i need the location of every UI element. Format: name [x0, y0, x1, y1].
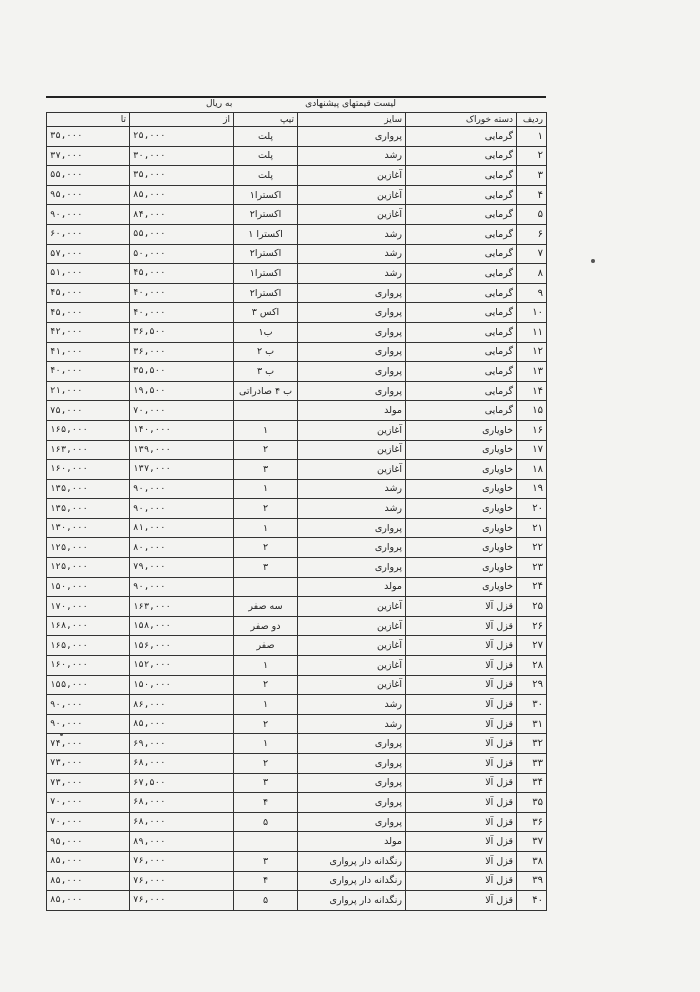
table-row [47, 675, 547, 695]
category-cell: خاویاری [406, 499, 517, 519]
price-from-cell: ۷۶,۰۰۰ [130, 851, 234, 871]
type-cell: صفر [234, 636, 298, 656]
table-row [47, 871, 547, 891]
type-cell: ۱ [234, 656, 298, 676]
table-row [47, 224, 547, 244]
price-from-cell: ۴۰,۰۰۰ [130, 283, 234, 303]
type-cell: ۱ [234, 518, 298, 538]
type-cell: اکسترا۲ [234, 283, 298, 303]
price-table [46, 112, 547, 911]
row-number-cell: ۲۶ [517, 616, 547, 636]
price-to-cell: ۷۳,۰۰۰ [47, 773, 130, 793]
table-row [47, 891, 547, 911]
size-cell: پرواری [298, 303, 406, 323]
row-number-cell: ۱۰ [517, 303, 547, 323]
category-cell: گرمایی [406, 381, 517, 401]
category-cell: گرمایی [406, 401, 517, 421]
type-cell: ۲ [234, 754, 298, 774]
row-number-cell: ۳۳ [517, 754, 547, 774]
price-from-cell: ۶۸,۰۰۰ [130, 754, 234, 774]
price-to-cell: ۴۵,۰۰۰ [47, 283, 130, 303]
price-from-cell: ۳۶,۰۰۰ [130, 342, 234, 362]
type-cell: ۱ [234, 734, 298, 754]
table-row [47, 714, 547, 734]
table-row [47, 401, 547, 421]
price-to-cell: ۱۶۰,۰۰۰ [47, 460, 130, 480]
row-number-cell: ۱۸ [517, 460, 547, 480]
price-from-cell: ۷۶,۰۰۰ [130, 871, 234, 891]
row-number-cell: ۳۴ [517, 773, 547, 793]
row-number-cell: ۲۸ [517, 656, 547, 676]
row-number-cell: ۳۷ [517, 832, 547, 852]
table-row [47, 754, 547, 774]
price-to-cell: ۹۰,۰۰۰ [47, 205, 130, 225]
table-row [47, 479, 547, 499]
category-cell: قزل آلا [406, 793, 517, 813]
table-row [47, 832, 547, 852]
price-to-cell: ۶۰,۰۰۰ [47, 224, 130, 244]
type-cell [234, 832, 298, 852]
row-number-cell: ۳۱ [517, 714, 547, 734]
category-cell: گرمایی [406, 185, 517, 205]
row-number-cell: ۱۶ [517, 420, 547, 440]
price-to-cell: ۷۴,۰۰۰ [47, 734, 130, 754]
table-row [47, 244, 547, 264]
price-from-cell: ۳۰,۰۰۰ [130, 146, 234, 166]
type-cell: ۱ [234, 420, 298, 440]
price-to-cell: ۱۳۵,۰۰۰ [47, 479, 130, 499]
category-cell: گرمایی [406, 322, 517, 342]
scan-speck [591, 259, 595, 263]
price-to-cell: ۱۶۸,۰۰۰ [47, 616, 130, 636]
price-from-cell: ۶۸,۰۰۰ [130, 812, 234, 832]
category-cell: گرمایی [406, 146, 517, 166]
price-from-cell: ۱۶۳,۰۰۰ [130, 597, 234, 617]
category-cell: گرمایی [406, 224, 517, 244]
size-cell: رشد [298, 146, 406, 166]
price-to-cell: ۱۶۰,۰۰۰ [47, 656, 130, 676]
category-cell: گرمایی [406, 244, 517, 264]
table-row [47, 185, 547, 205]
table-row [47, 538, 547, 558]
type-cell: ۱ [234, 695, 298, 715]
category-cell: قزل آلا [406, 636, 517, 656]
table-row [47, 166, 547, 186]
price-from-cell: ۹۰,۰۰۰ [130, 479, 234, 499]
col-type-header: تیپ [234, 113, 298, 127]
table-row [47, 381, 547, 401]
row-number-cell: ۳۸ [517, 851, 547, 871]
row-number-cell: ۲۵ [517, 597, 547, 617]
price-to-cell: ۱۲۵,۰۰۰ [47, 558, 130, 578]
table-row [47, 499, 547, 519]
type-cell: اکسترا۱ [234, 264, 298, 284]
size-cell: مولد [298, 577, 406, 597]
col-size-header: سایز [298, 113, 406, 127]
price-from-cell: ۱۵۲,۰۰۰ [130, 656, 234, 676]
row-number-cell: ۱۷ [517, 440, 547, 460]
table-row [47, 362, 547, 382]
row-number-cell: ۴ [517, 185, 547, 205]
size-cell: رشد [298, 499, 406, 519]
row-number-cell: ۶ [517, 224, 547, 244]
price-from-cell: ۱۳۷,۰۰۰ [130, 460, 234, 480]
price-to-cell: ۷۰,۰۰۰ [47, 793, 130, 813]
table-row [47, 656, 547, 676]
table-row [47, 793, 547, 813]
type-cell: اکسترا۲ [234, 244, 298, 264]
price-to-cell: ۹۵,۰۰۰ [47, 832, 130, 852]
size-cell: آغازین [298, 597, 406, 617]
table-row [47, 773, 547, 793]
size-cell: آغازین [298, 636, 406, 656]
row-number-cell: ۲۷ [517, 636, 547, 656]
table-row [47, 558, 547, 578]
row-number-cell: ۹ [517, 283, 547, 303]
col-to-header: تا [47, 113, 130, 127]
price-from-cell: ۲۵,۰۰۰ [130, 127, 234, 147]
table-row [47, 205, 547, 225]
category-cell: گرمایی [406, 264, 517, 284]
row-number-cell: ۳۹ [517, 871, 547, 891]
table-row [47, 322, 547, 342]
category-cell: قزل آلا [406, 754, 517, 774]
price-from-cell: ۶۹,۰۰۰ [130, 734, 234, 754]
row-number-cell: ۲۲ [517, 538, 547, 558]
category-cell: خاویاری [406, 538, 517, 558]
row-number-cell: ۱۳ [517, 362, 547, 382]
row-number-cell: ۱۲ [517, 342, 547, 362]
price-to-cell: ۵۵,۰۰۰ [47, 166, 130, 186]
type-cell: ۵ [234, 891, 298, 911]
col-row-header: ردیف [517, 113, 547, 127]
type-cell: ۳ [234, 851, 298, 871]
price-to-cell: ۴۰,۰۰۰ [47, 362, 130, 382]
price-to-cell: ۸۵,۰۰۰ [47, 871, 130, 891]
price-from-cell: ۳۶,۵۰۰ [130, 322, 234, 342]
size-cell: رشد [298, 244, 406, 264]
table-row [47, 812, 547, 832]
price-from-cell: ۷۹,۰۰۰ [130, 558, 234, 578]
row-number-cell: ۲ [517, 146, 547, 166]
price-to-cell: ۷۵,۰۰۰ [47, 401, 130, 421]
category-cell: گرمایی [406, 205, 517, 225]
category-cell: گرمایی [406, 362, 517, 382]
price-from-cell: ۷۶,۰۰۰ [130, 891, 234, 911]
category-cell: قزل آلا [406, 832, 517, 852]
row-number-cell: ۲۰ [517, 499, 547, 519]
type-cell: ۳ [234, 460, 298, 480]
table-row [47, 440, 547, 460]
size-cell: آغازین [298, 440, 406, 460]
category-cell: خاویاری [406, 420, 517, 440]
size-cell: آغازین [298, 166, 406, 186]
table-row [47, 695, 547, 715]
table-row [47, 636, 547, 656]
price-from-cell: ۵۰,۰۰۰ [130, 244, 234, 264]
category-cell: قزل آلا [406, 695, 517, 715]
price-from-cell: ۹۰,۰۰۰ [130, 577, 234, 597]
price-from-cell: ۱۵۰,۰۰۰ [130, 675, 234, 695]
size-cell: آغازین [298, 420, 406, 440]
row-number-cell: ۴۰ [517, 891, 547, 911]
price-to-cell: ۴۵,۰۰۰ [47, 303, 130, 323]
table-row [47, 851, 547, 871]
size-cell: آغازین [298, 460, 406, 480]
type-cell: ۴ [234, 871, 298, 891]
table-row [47, 420, 547, 440]
category-cell: گرمایی [406, 283, 517, 303]
price-from-cell: ۱۴۰,۰۰۰ [130, 420, 234, 440]
price-from-cell: ۸۰,۰۰۰ [130, 538, 234, 558]
category-cell: خاویاری [406, 577, 517, 597]
table-row [47, 127, 547, 147]
size-cell: آغازین [298, 205, 406, 225]
price-from-cell: ۶۷,۵۰۰ [130, 773, 234, 793]
price-to-cell: ۱۳۵,۰۰۰ [47, 499, 130, 519]
category-cell: گرمایی [406, 127, 517, 147]
row-number-cell: ۱۹ [517, 479, 547, 499]
price-from-cell: ۱۵۶,۰۰۰ [130, 636, 234, 656]
price-to-cell: ۱۶۵,۰۰۰ [47, 636, 130, 656]
size-cell: رنگدانه دار پرواری [298, 891, 406, 911]
row-number-cell: ۳ [517, 166, 547, 186]
size-cell: رشد [298, 714, 406, 734]
size-cell: پرواری [298, 754, 406, 774]
type-cell: ب ۲ [234, 342, 298, 362]
type-cell: ۲ [234, 714, 298, 734]
row-number-cell: ۲۴ [517, 577, 547, 597]
size-cell: پرواری [298, 362, 406, 382]
size-cell: پرواری [298, 127, 406, 147]
size-cell: پرواری [298, 793, 406, 813]
category-cell: قزل آلا [406, 871, 517, 891]
type-cell: اکسترا۲ [234, 205, 298, 225]
type-cell: ب ۳ [234, 362, 298, 382]
price-to-cell: ۹۰,۰۰۰ [47, 695, 130, 715]
price-to-cell: ۱۵۰,۰۰۰ [47, 577, 130, 597]
price-to-cell: ۵۱,۰۰۰ [47, 264, 130, 284]
price-to-cell: ۱۳۰,۰۰۰ [47, 518, 130, 538]
category-cell: قزل آلا [406, 734, 517, 754]
size-cell: رنگدانه دار پرواری [298, 871, 406, 891]
price-to-cell: ۹۰,۰۰۰ [47, 714, 130, 734]
price-from-cell: ۳۵,۵۰۰ [130, 362, 234, 382]
type-cell [234, 577, 298, 597]
size-cell: پرواری [298, 558, 406, 578]
table-row [47, 597, 547, 617]
category-cell: قزل آلا [406, 891, 517, 911]
price-to-cell: ۹۵,۰۰۰ [47, 185, 130, 205]
price-to-cell: ۸۵,۰۰۰ [47, 891, 130, 911]
size-cell: مولد [298, 401, 406, 421]
row-number-cell: ۳۰ [517, 695, 547, 715]
price-from-cell: ۸۵,۰۰۰ [130, 185, 234, 205]
type-cell: ۴ [234, 793, 298, 813]
table-row [47, 342, 547, 362]
price-to-cell: ۵۷,۰۰۰ [47, 244, 130, 264]
price-from-cell: ۱۹,۵۰۰ [130, 381, 234, 401]
size-cell: پرواری [298, 322, 406, 342]
row-number-cell: ۱۴ [517, 381, 547, 401]
category-cell: قزل آلا [406, 675, 517, 695]
size-cell: رشد [298, 479, 406, 499]
category-cell: قزل آلا [406, 597, 517, 617]
size-cell: پرواری [298, 734, 406, 754]
type-cell: ب ۴ صادراتی [234, 381, 298, 401]
price-list-sheet [46, 96, 546, 911]
price-to-cell: ۸۵,۰۰۰ [47, 851, 130, 871]
price-to-cell: ۱۷۰,۰۰۰ [47, 597, 130, 617]
category-cell: خاویاری [406, 460, 517, 480]
type-cell: ۲ [234, 675, 298, 695]
type-cell: اکسترا۱ [234, 185, 298, 205]
type-cell: پلت [234, 127, 298, 147]
category-cell: قزل آلا [406, 714, 517, 734]
price-to-cell: ۳۷,۰۰۰ [47, 146, 130, 166]
type-cell: ۲ [234, 440, 298, 460]
row-number-cell: ۵ [517, 205, 547, 225]
type-cell: ۳ [234, 773, 298, 793]
size-cell: پرواری [298, 518, 406, 538]
table-row [47, 577, 547, 597]
price-list-title: لیست قیمتهای پیشنهادی [305, 99, 396, 109]
type-cell: اکسترا ۱ [234, 224, 298, 244]
table-row [47, 146, 547, 166]
price-from-cell: ۳۵,۰۰۰ [130, 166, 234, 186]
type-cell: ۵ [234, 812, 298, 832]
table-row [47, 264, 547, 284]
category-cell: خاویاری [406, 440, 517, 460]
price-from-cell: ۸۵,۰۰۰ [130, 714, 234, 734]
price-to-cell: ۲۱,۰۰۰ [47, 381, 130, 401]
row-number-cell: ۲۳ [517, 558, 547, 578]
type-cell: ۱ [234, 479, 298, 499]
type-cell: ۳ [234, 558, 298, 578]
size-cell: رشد [298, 224, 406, 244]
price-to-cell: ۴۱,۰۰۰ [47, 342, 130, 362]
row-number-cell: ۸ [517, 264, 547, 284]
table-row [47, 616, 547, 636]
category-cell: خاویاری [406, 558, 517, 578]
row-number-cell: ۲۹ [517, 675, 547, 695]
size-cell: آغازین [298, 616, 406, 636]
table-body [47, 127, 547, 911]
price-from-cell: ۶۸,۰۰۰ [130, 793, 234, 813]
type-cell: سه صفر [234, 597, 298, 617]
category-cell: قزل آلا [406, 812, 517, 832]
price-from-cell: ۸۹,۰۰۰ [130, 832, 234, 852]
type-cell [234, 401, 298, 421]
size-cell: مولد [298, 832, 406, 852]
price-from-cell: ۴۵,۰۰۰ [130, 264, 234, 284]
price-from-cell: ۸۴,۰۰۰ [130, 205, 234, 225]
row-number-cell: ۳۵ [517, 793, 547, 813]
category-cell: قزل آلا [406, 616, 517, 636]
size-cell: پرواری [298, 283, 406, 303]
type-cell: دو صفر [234, 616, 298, 636]
row-number-cell: ۷ [517, 244, 547, 264]
price-from-cell: ۴۰,۰۰۰ [130, 303, 234, 323]
size-cell: پرواری [298, 773, 406, 793]
col-from-header: از [130, 113, 234, 127]
type-cell: اکس ۳ [234, 303, 298, 323]
category-cell: قزل آلا [406, 851, 517, 871]
row-number-cell: ۱۱ [517, 322, 547, 342]
size-cell: پرواری [298, 812, 406, 832]
size-cell: پرواری [298, 381, 406, 401]
price-from-cell: ۸۶,۰۰۰ [130, 695, 234, 715]
category-cell: گرمایی [406, 342, 517, 362]
size-cell: پرواری [298, 538, 406, 558]
table-row [47, 518, 547, 538]
price-to-cell: ۱۲۵,۰۰۰ [47, 538, 130, 558]
table-header-row [47, 113, 547, 127]
size-cell: آغازین [298, 675, 406, 695]
table-row [47, 283, 547, 303]
size-cell: رنگدانه دار پرواری [298, 851, 406, 871]
price-to-cell: ۳۵,۰۰۰ [47, 127, 130, 147]
size-cell: رشد [298, 264, 406, 284]
price-from-cell: ۸۱,۰۰۰ [130, 518, 234, 538]
category-cell: گرمایی [406, 303, 517, 323]
table-row [47, 734, 547, 754]
size-cell: پرواری [298, 342, 406, 362]
row-number-cell: ۳۶ [517, 812, 547, 832]
size-cell: رشد [298, 695, 406, 715]
price-to-cell: ۱۶۵,۰۰۰ [47, 420, 130, 440]
row-number-cell: ۱ [517, 127, 547, 147]
row-number-cell: ۲۱ [517, 518, 547, 538]
type-cell: ب۱ [234, 322, 298, 342]
price-to-cell: ۴۲,۰۰۰ [47, 322, 130, 342]
type-cell: ۲ [234, 499, 298, 519]
price-from-cell: ۱۵۸,۰۰۰ [130, 616, 234, 636]
category-cell: خاویاری [406, 479, 517, 499]
row-number-cell: ۳۲ [517, 734, 547, 754]
type-cell: پلت [234, 146, 298, 166]
price-from-cell: ۹۰,۰۰۰ [130, 499, 234, 519]
price-to-cell: ۱۵۵,۰۰۰ [47, 675, 130, 695]
currency-unit-label: به ریال [206, 99, 233, 109]
category-cell: قزل آلا [406, 773, 517, 793]
category-cell: قزل آلا [406, 656, 517, 676]
category-cell: خاویاری [406, 518, 517, 538]
col-category-header: دسته خوراک [406, 113, 517, 127]
type-cell: ۲ [234, 538, 298, 558]
price-to-cell: ۷۳,۰۰۰ [47, 754, 130, 774]
price-from-cell: ۷۰,۰۰۰ [130, 401, 234, 421]
size-cell: آغازین [298, 185, 406, 205]
table-row [47, 303, 547, 323]
price-to-cell: ۷۰,۰۰۰ [47, 812, 130, 832]
category-cell: گرمایی [406, 166, 517, 186]
table-row [47, 460, 547, 480]
title-row [46, 96, 546, 112]
type-cell: پلت [234, 166, 298, 186]
size-cell: آغازین [298, 656, 406, 676]
price-to-cell: ۱۶۳,۰۰۰ [47, 440, 130, 460]
price-from-cell: ۱۳۹,۰۰۰ [130, 440, 234, 460]
row-number-cell: ۱۵ [517, 401, 547, 421]
price-from-cell: ۵۵,۰۰۰ [130, 224, 234, 244]
